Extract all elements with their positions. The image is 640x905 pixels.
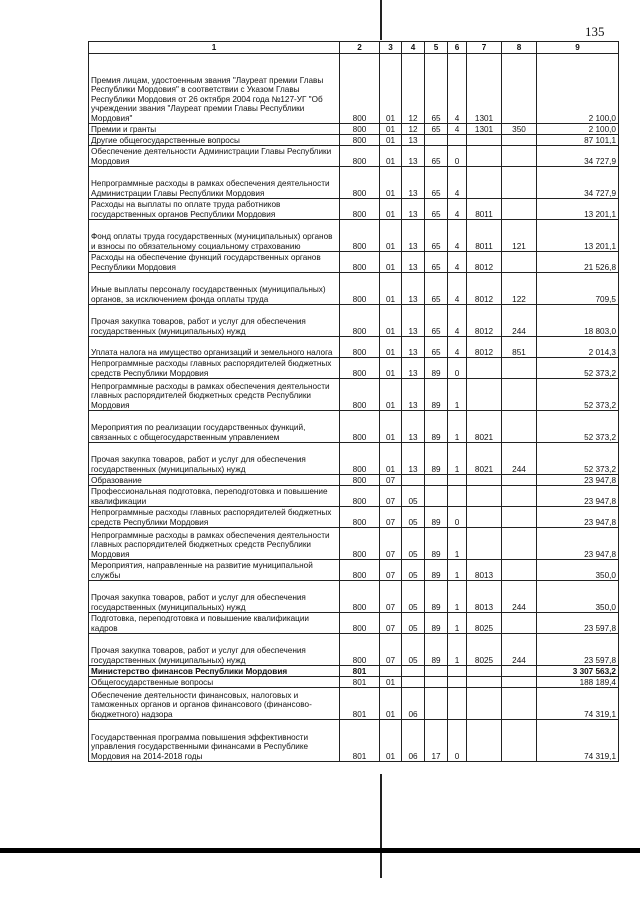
row-subsection: 13 [402,305,425,337]
row-amount: 52 373,2 [537,379,619,411]
row-expense-type [502,486,537,507]
row-target-article: 8021 [467,443,502,475]
row-section: 01 [380,54,402,124]
row-target-article [467,379,502,411]
row-admin-code: 800 [340,220,380,252]
row-section: 01 [380,220,402,252]
row-expense-type [502,560,537,581]
row-subsection: 13 [402,337,425,358]
row-admin-code: 800 [340,634,380,666]
row-amount: 34 727,9 [537,167,619,199]
row-admin-code: 800 [340,124,380,135]
row-admin-code: 800 [340,411,380,443]
row-admin-code: 800 [340,475,380,486]
row-name: Прочая закупка товаров, работ и услуг для обеспечения государственных (муниципальных) нужд [89,581,340,613]
row-section: 01 [380,411,402,443]
row-section: 01 [380,358,402,379]
row-subsection: 05 [402,560,425,581]
scan-mark-bottom [380,774,382,878]
row-subsection: 05 [402,528,425,560]
row-name: Министерство финансов Республики Мордовия [89,666,340,677]
row-admin-code: 800 [340,273,380,305]
table-row [89,666,619,677]
row-name: Прочая закупка товаров, работ и услуг для обеспечения государственных (муниципальных) нужд [89,305,340,337]
row-expense-type [502,666,537,677]
scan-mark-top [380,0,382,40]
row-amount: 2 014,3 [537,337,619,358]
row-program: 89 [425,507,448,528]
column-header-7: 7 [467,42,502,54]
row-expense-type [502,146,537,167]
row-target-article: 8021 [467,411,502,443]
row-name: Непрограммные расходы в рамках обеспечения деятельности главных распорядителей бюджетных средств Республики Мордовия [89,528,340,560]
row-section: 01 [380,124,402,135]
row-target-article [467,666,502,677]
row-name: Профессиональная подготовка, переподготовка и повышение квалификации [89,486,340,507]
row-target-article [467,358,502,379]
row-subprogram: 4 [448,199,467,220]
row-subprogram: 4 [448,273,467,305]
table-row [89,199,619,220]
row-expense-type [502,720,537,762]
row-target-article [467,167,502,199]
row-target-article [467,486,502,507]
row-name: Общегосударственные вопросы [89,677,340,688]
row-section: 07 [380,475,402,486]
row-program: 89 [425,613,448,634]
row-amount: 74 319,1 [537,720,619,762]
row-subsection: 13 [402,273,425,305]
row-name: Премия лицам, удостоенным звания "Лауреат премии Главы Республики Мордовия" в соответствии с Указом Главы Республики Мордовия от 26 октября 2004 года №127-УГ "Об учреждении звания "Лауреат премии Главы Республики Мордовия" [89,54,340,124]
row-expense-type: 244 [502,443,537,475]
row-admin-code: 800 [340,443,380,475]
row-subsection [402,475,425,486]
row-target-article [467,720,502,762]
row-admin-code: 801 [340,720,380,762]
row-program: 89 [425,634,448,666]
row-section: 07 [380,581,402,613]
row-target-article: 8011 [467,199,502,220]
row-expense-type [502,688,537,720]
row-subprogram: 1 [448,443,467,475]
row-target-article: 8012 [467,337,502,358]
row-amount: 74 319,1 [537,688,619,720]
row-subprogram [448,135,467,146]
row-admin-code: 800 [340,507,380,528]
row-program: 89 [425,560,448,581]
table-row [89,54,619,124]
row-program: 65 [425,54,448,124]
table-row [89,337,619,358]
row-subsection: 13 [402,358,425,379]
row-subprogram: 4 [448,305,467,337]
row-admin-code: 800 [340,560,380,581]
row-amount: 709,5 [537,273,619,305]
row-subprogram: 4 [448,220,467,252]
table-row [89,167,619,199]
row-amount: 13 201,1 [537,220,619,252]
table-row [89,124,619,135]
budget-table [88,41,619,762]
table-row [89,720,619,762]
row-expense-type: 244 [502,634,537,666]
row-section: 01 [380,199,402,220]
table-row [89,688,619,720]
table-row [89,379,619,411]
row-program: 89 [425,443,448,475]
row-expense-type [502,252,537,273]
row-subprogram: 1 [448,411,467,443]
row-name: Прочая закупка товаров, работ и услуг для обеспечения государственных (муниципальных) нужд [89,634,340,666]
table-row [89,135,619,146]
row-program: 65 [425,167,448,199]
row-program [425,135,448,146]
row-amount: 2 100,0 [537,124,619,135]
row-target-article: 8025 [467,634,502,666]
row-target-article [467,475,502,486]
table-row [89,273,619,305]
row-admin-code: 800 [340,252,380,273]
row-subprogram [448,486,467,507]
row-amount: 3 307 563,2 [537,666,619,677]
row-section: 01 [380,379,402,411]
row-name: Подготовка, переподготовка и повышение квалификации кадров [89,613,340,634]
page-number: 135 [585,24,605,39]
row-name: Расходы на выплаты по оплате труда работников государственных органов Республики Мордовия [89,199,340,220]
row-amount: 350,0 [537,581,619,613]
row-target-article: 8025 [467,613,502,634]
table-row [89,613,619,634]
row-subprogram: 4 [448,124,467,135]
row-target-article: 8011 [467,220,502,252]
row-subsection: 13 [402,167,425,199]
row-section: 01 [380,677,402,688]
row-target-article: 8012 [467,305,502,337]
row-section: 07 [380,486,402,507]
column-header-2: 2 [340,42,380,54]
row-admin-code: 800 [340,486,380,507]
row-subsection: 13 [402,379,425,411]
row-name: Непрограммные расходы в рамках обеспечения деятельности главных распорядителей бюджетных средств Республики Мордовия [89,379,340,411]
row-expense-type [502,54,537,124]
row-subsection: 13 [402,220,425,252]
row-admin-code: 800 [340,146,380,167]
row-section: 01 [380,305,402,337]
row-subsection: 12 [402,54,425,124]
row-amount: 350,0 [537,560,619,581]
column-header-3: 3 [380,42,402,54]
row-expense-type [502,475,537,486]
row-amount: 23 947,8 [537,486,619,507]
row-program [425,486,448,507]
row-subprogram: 1 [448,581,467,613]
row-subsection: 13 [402,443,425,475]
row-subprogram: 1 [448,634,467,666]
row-program: 65 [425,146,448,167]
table-row [89,305,619,337]
row-section: 01 [380,337,402,358]
row-subprogram: 0 [448,358,467,379]
row-program: 89 [425,411,448,443]
row-admin-code: 800 [340,135,380,146]
row-name: Другие общегосударственные вопросы [89,135,340,146]
row-subsection: 05 [402,613,425,634]
row-subprogram [448,688,467,720]
table-body [89,54,619,762]
row-program [425,677,448,688]
row-admin-code: 801 [340,677,380,688]
table-row [89,634,619,666]
row-subsection: 13 [402,252,425,273]
table-row [89,677,619,688]
row-program: 65 [425,252,448,273]
row-target-article: 1301 [467,54,502,124]
row-amount: 18 803,0 [537,305,619,337]
row-admin-code: 800 [340,358,380,379]
table-row [89,581,619,613]
column-header-9: 9 [537,42,619,54]
row-name: Мероприятия, направленные на развитие муниципальной службы [89,560,340,581]
row-target-article: 8012 [467,273,502,305]
row-subprogram: 4 [448,337,467,358]
row-admin-code: 800 [340,337,380,358]
row-program: 65 [425,220,448,252]
row-subprogram [448,677,467,688]
row-subsection [402,666,425,677]
row-program: 65 [425,124,448,135]
row-name: Непрограммные расходы в рамках обеспечения деятельности Администрации Главы Республики Мордовия [89,167,340,199]
row-expense-type: 350 [502,124,537,135]
row-name: Фонд оплаты труда государственных (муниципальных) органов и взносы по обязательному социальному страхованию [89,220,340,252]
row-name: Государственная программа повышения эффективности управления государственными финансами в Республике Мордовия на 2014-2018 годы [89,720,340,762]
column-header-5: 5 [425,42,448,54]
row-subsection: 12 [402,124,425,135]
row-amount: 52 373,2 [537,358,619,379]
row-section: 07 [380,507,402,528]
row-section: 01 [380,146,402,167]
row-section: 01 [380,135,402,146]
row-admin-code: 800 [340,54,380,124]
row-name: Расходы на обеспечение функций государственных органов Республики Мордовия [89,252,340,273]
row-section: 01 [380,167,402,199]
row-amount: 23 947,8 [537,475,619,486]
row-section: 01 [380,443,402,475]
row-target-article [467,135,502,146]
row-program [425,475,448,486]
row-program: 17 [425,720,448,762]
row-amount: 23 947,8 [537,507,619,528]
row-name: Образование [89,475,340,486]
row-subsection: 05 [402,507,425,528]
row-expense-type [502,411,537,443]
row-name: Непрограммные расходы главных распорядителей бюджетных средств Республики Мордовия [89,507,340,528]
row-expense-type [502,135,537,146]
table-header [89,42,619,54]
table-row [89,528,619,560]
row-expense-type [502,677,537,688]
row-amount: 21 526,8 [537,252,619,273]
row-subsection: 06 [402,688,425,720]
table-row [89,358,619,379]
row-expense-type [502,528,537,560]
row-admin-code: 800 [340,379,380,411]
row-name: Обеспечение деятельности финансовых, налоговых и таможенных органов и органов финансового (финансово-бюджетного) надзора [89,688,340,720]
table-row [89,252,619,273]
row-admin-code: 800 [340,167,380,199]
row-amount: 23 947,8 [537,528,619,560]
table-row [89,486,619,507]
row-subprogram: 0 [448,720,467,762]
row-section: 07 [380,634,402,666]
row-admin-code: 801 [340,688,380,720]
row-expense-type: 244 [502,581,537,613]
row-expense-type: 122 [502,273,537,305]
row-target-article [467,688,502,720]
row-subsection: 13 [402,411,425,443]
row-expense-type [502,379,537,411]
row-subsection: 05 [402,581,425,613]
row-section: 01 [380,688,402,720]
column-header-8: 8 [502,42,537,54]
row-target-article: 8013 [467,560,502,581]
row-program: 89 [425,581,448,613]
row-name: Премии и гранты [89,124,340,135]
row-admin-code: 800 [340,613,380,634]
row-target-article: 8012 [467,252,502,273]
row-expense-type: 121 [502,220,537,252]
row-expense-type [502,613,537,634]
row-section: 01 [380,252,402,273]
row-target-article: 8013 [467,581,502,613]
row-program: 89 [425,358,448,379]
row-subsection: 13 [402,135,425,146]
row-amount: 23 597,8 [537,634,619,666]
row-subprogram: 4 [448,54,467,124]
table-row [89,560,619,581]
row-subprogram: 4 [448,252,467,273]
column-header-4: 4 [402,42,425,54]
row-program: 89 [425,379,448,411]
row-amount: 23 597,8 [537,613,619,634]
row-program: 65 [425,199,448,220]
row-subprogram: 0 [448,507,467,528]
row-name: Непрограммные расходы главных распорядителей бюджетных средств Республики Мордовия [89,358,340,379]
row-subsection: 13 [402,146,425,167]
row-amount: 2 100,0 [537,54,619,124]
row-admin-code: 800 [340,305,380,337]
row-amount: 52 373,2 [537,411,619,443]
row-subsection: 05 [402,634,425,666]
row-target-article [467,146,502,167]
row-name: Мероприятия по реализации государственных функций, связанных с общегосударственным управлением [89,411,340,443]
row-subsection [402,677,425,688]
row-target-article [467,677,502,688]
row-expense-type [502,358,537,379]
row-admin-code: 800 [340,199,380,220]
row-target-article: 1301 [467,124,502,135]
table-row [89,475,619,486]
row-section: 07 [380,560,402,581]
row-expense-type: 851 [502,337,537,358]
row-target-article [467,528,502,560]
column-header-6: 6 [448,42,467,54]
row-subprogram: 1 [448,528,467,560]
row-section: 07 [380,613,402,634]
row-amount: 188 189,4 [537,677,619,688]
row-section: 01 [380,273,402,305]
table-row [89,146,619,167]
row-admin-code: 800 [340,581,380,613]
row-subsection: 06 [402,720,425,762]
table-row [89,507,619,528]
table-row [89,220,619,252]
row-program [425,666,448,677]
row-subsection: 05 [402,486,425,507]
row-subprogram: 0 [448,146,467,167]
row-expense-type [502,199,537,220]
row-subprogram [448,666,467,677]
row-name: Прочая закупка товаров, работ и услуг для обеспечения государственных (муниципальных) нужд [89,443,340,475]
scan-edge-bar [0,848,640,853]
column-header-1: 1 [89,42,340,54]
row-amount: 87 101,1 [537,135,619,146]
row-subprogram: 1 [448,613,467,634]
row-program: 89 [425,528,448,560]
row-amount: 34 727,9 [537,146,619,167]
row-subprogram: 1 [448,379,467,411]
row-expense-type: 244 [502,305,537,337]
row-program: 65 [425,273,448,305]
row-section: 01 [380,720,402,762]
row-amount: 13 201,1 [537,199,619,220]
row-expense-type [502,167,537,199]
row-name: Иные выплаты персоналу государственных (муниципальных) органов, за исключением фонда оплаты труда [89,273,340,305]
row-amount: 52 373,2 [537,443,619,475]
row-subprogram [448,475,467,486]
row-program: 65 [425,305,448,337]
table-row [89,411,619,443]
row-name: Обеспечение деятельности Администрации Главы Республики Мордовия [89,146,340,167]
row-subprogram: 4 [448,167,467,199]
row-section [380,666,402,677]
row-section: 07 [380,528,402,560]
row-subsection: 13 [402,199,425,220]
header-row [89,42,619,54]
row-admin-code: 801 [340,666,380,677]
row-program: 65 [425,337,448,358]
row-name: Уплата налога на имущество организаций и земельного налога [89,337,340,358]
row-program [425,688,448,720]
row-target-article [467,507,502,528]
table-row [89,443,619,475]
row-admin-code: 800 [340,528,380,560]
row-expense-type [502,507,537,528]
row-subprogram: 1 [448,560,467,581]
